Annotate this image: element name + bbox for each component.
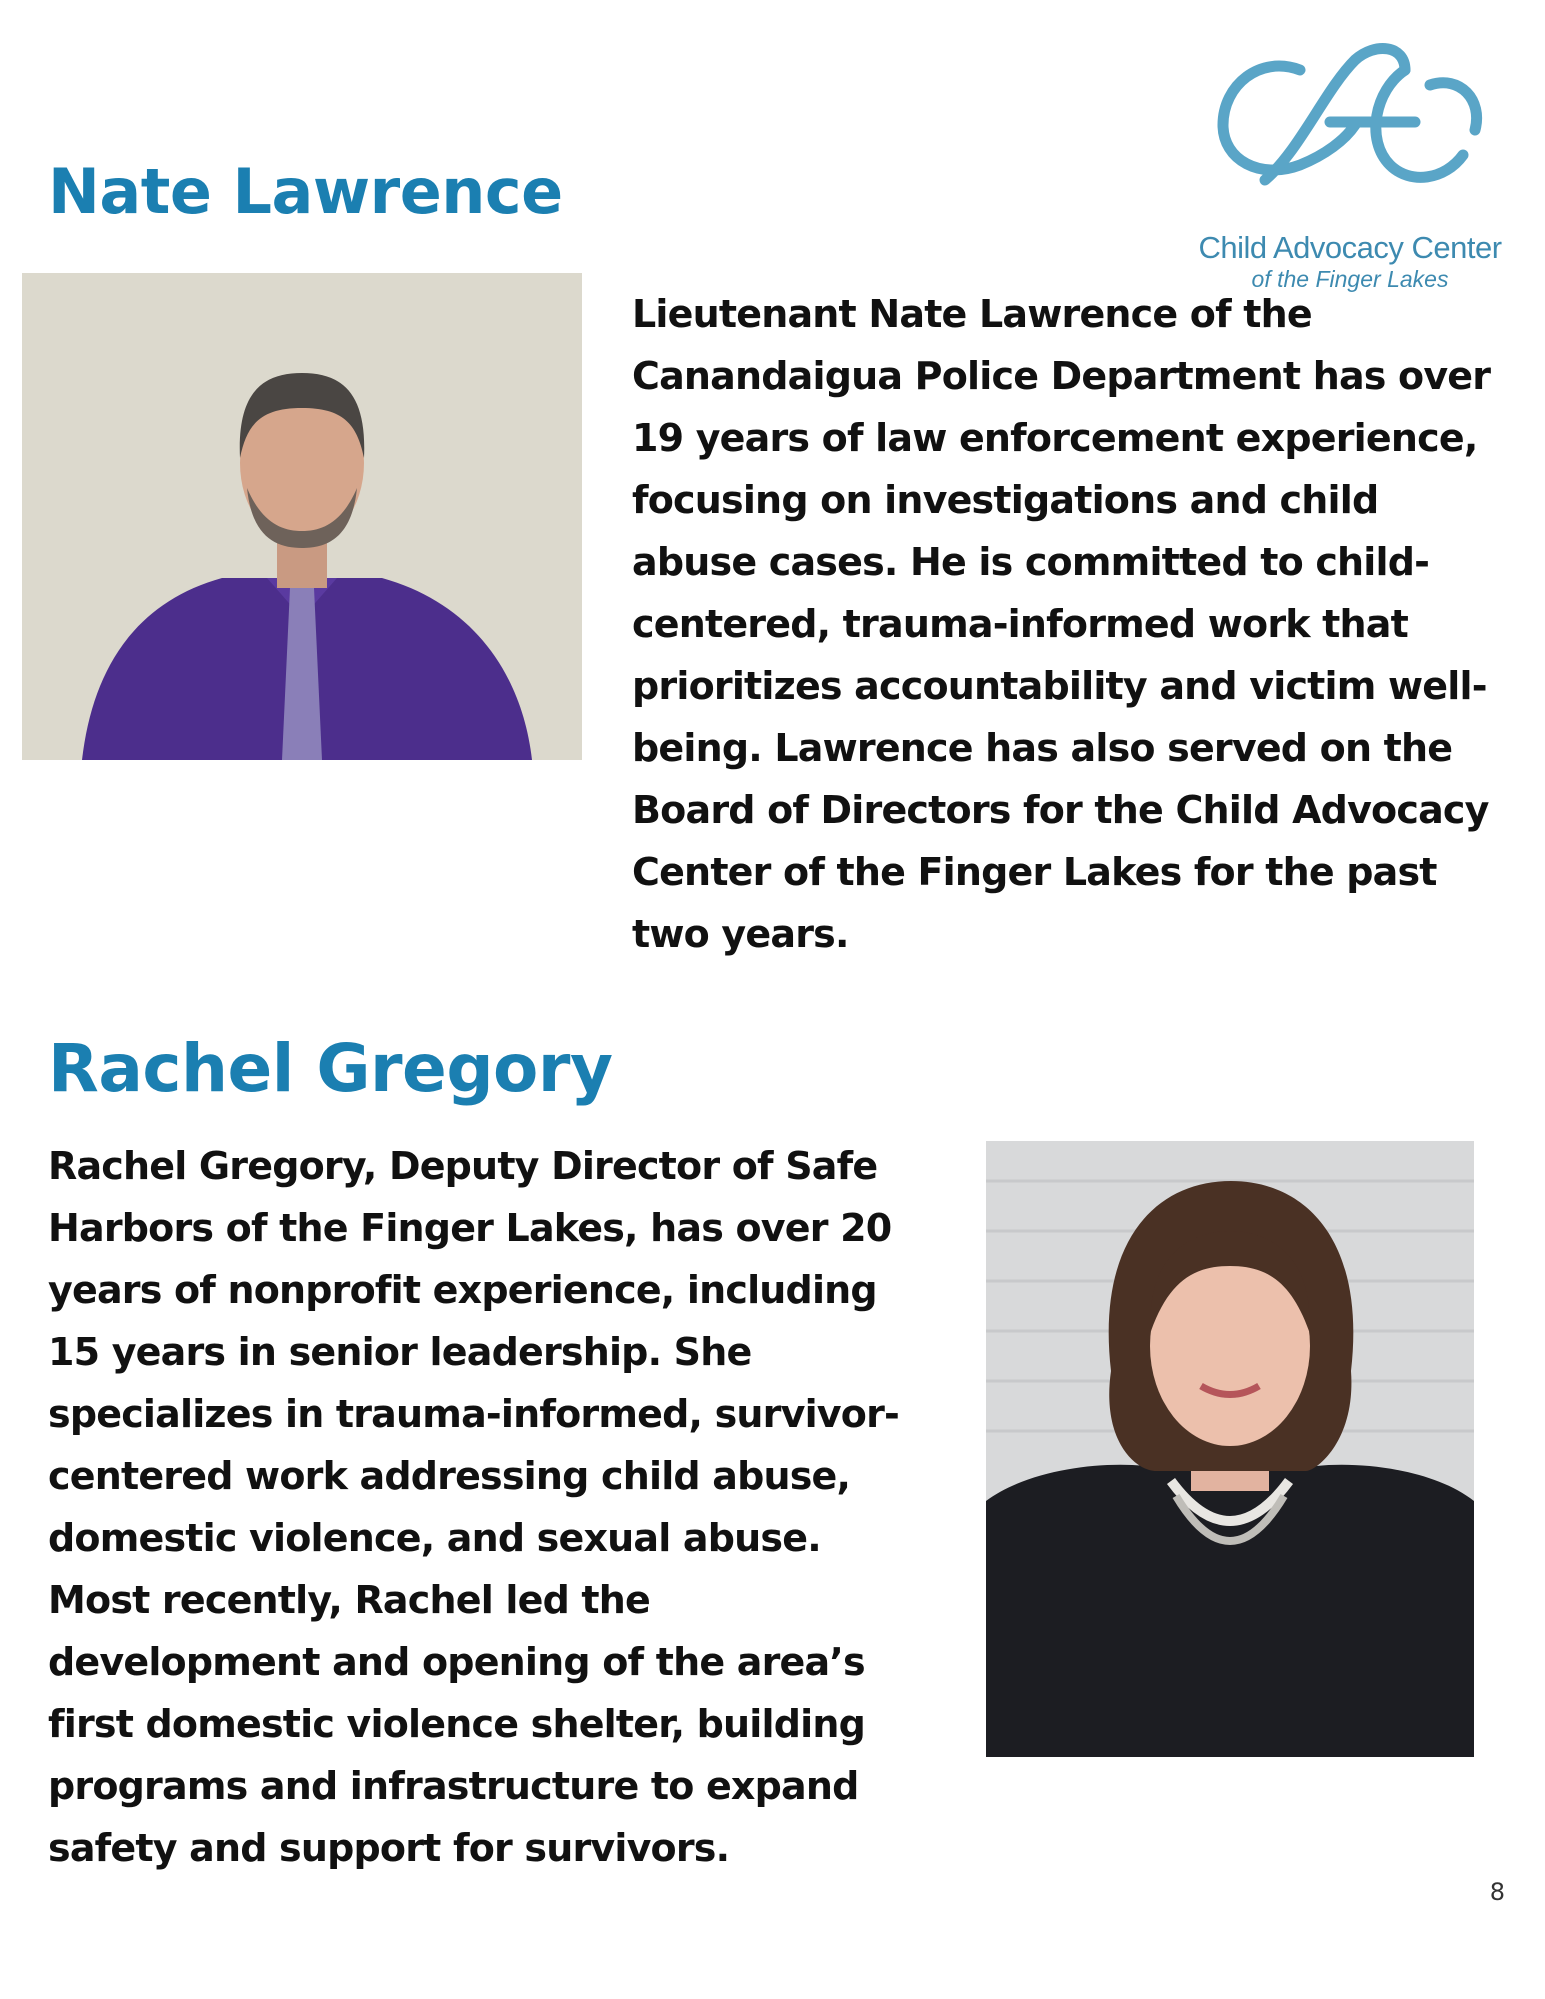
logo-title: Child Advocacy Center	[1198, 230, 1502, 265]
bio-line: years of nonprofit experience, including	[48, 1268, 877, 1312]
bio-line: programs and infrastructure to expand	[48, 1764, 859, 1808]
bio-line: safety and support for survivors.	[48, 1826, 730, 1870]
bio-line: Canandaigua Police Department has over	[632, 354, 1491, 398]
bio-line: focusing on investigations and child	[632, 478, 1379, 522]
logo-subtitle: of the Finger Lakes	[1251, 266, 1449, 292]
bio-line: centered, trauma-informed work that	[632, 602, 1409, 646]
bio-line: 15 years in senior leadership. She	[48, 1330, 752, 1374]
bio-line: Lieutenant Nate Lawrence of the	[632, 292, 1312, 336]
bio-line: first domestic violence shelter, building	[48, 1702, 866, 1746]
portrait-illustration	[22, 273, 582, 760]
profile-name-rachel-gregory: Rachel Gregory	[48, 1030, 613, 1107]
profile-name-nate-lawrence: Nate Lawrence	[48, 155, 563, 228]
bio-line: specializes in trauma-informed, survivor-	[48, 1392, 899, 1436]
bio-line: Harbors of the Finger Lakes, has over 20	[48, 1206, 892, 1250]
bio-line: abuse cases. He is committed to child-	[632, 540, 1430, 584]
portrait-photo-nate-lawrence	[22, 273, 582, 760]
bio-line: centered work addressing child abuse,	[48, 1454, 851, 1498]
bio-line: development and opening of the area’s	[48, 1640, 865, 1684]
bio-line: domestic violence, and sexual abuse.	[48, 1516, 821, 1560]
bio-line: Most recently, Rachel led the	[48, 1578, 651, 1622]
page-number: 8	[1489, 1878, 1505, 1906]
cac-monogram-icon	[1205, 30, 1495, 200]
profile-bio-nate-lawrence	[632, 283, 1517, 965]
organization-logo	[1185, 30, 1515, 292]
bio-line: two years.	[632, 912, 849, 956]
bio-line: 19 years of law enforcement experience,	[632, 416, 1478, 460]
portrait-illustration	[986, 1141, 1474, 1757]
bio-line: Rachel Gregory, Deputy Director of Safe	[48, 1144, 878, 1188]
bio-line: Board of Directors for the Child Advocacy	[632, 788, 1489, 832]
portrait-photo-rachel-gregory	[986, 1141, 1474, 1757]
bio-line: prioritizes accountability and victim well-	[632, 664, 1487, 708]
bio-line: being. Lawrence has also served on the	[632, 726, 1453, 770]
bio-line: Center of the Finger Lakes for the past	[632, 850, 1437, 894]
profile-bio-rachel-gregory	[48, 1135, 928, 1879]
